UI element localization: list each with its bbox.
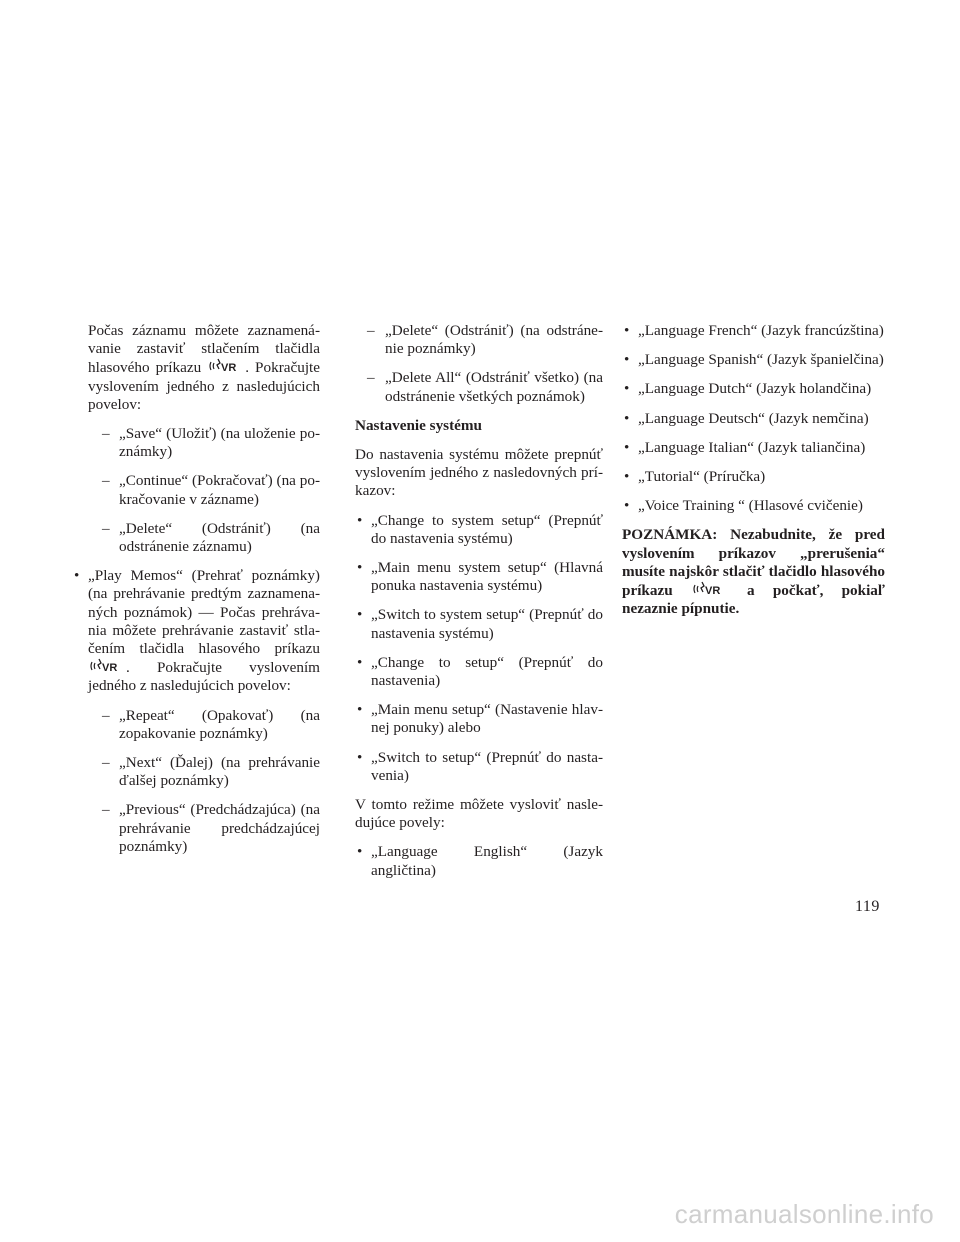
list-item: • „Switch to setup“ (Prepnúť do nastavenia) [355,749,603,785]
list-item: • „Language English“ (Jazyk angličtina) [355,843,603,879]
list-item: – „Delete“ (Odstrániť) (na odstránenie záznamu) [72,520,320,556]
list-item: • „Main menu setup“ (Nastavenie hlavnej ponuky) alebo [355,701,603,737]
svg-text:VR: VR [102,662,118,675]
svg-text:VR: VR [221,362,237,375]
list-item: • „Language Deutsch“ (Jazyk nemčina) [622,410,885,428]
list-item: • „Change to system setup“ (Prepnúť do nastavenia systému) [355,512,603,548]
list-item: • „Language French“ (Jazyk francúzština) [622,322,885,340]
list-item: – „Save“ (Uložiť) (na uloženie poznámky) [72,425,320,461]
list-item: – „Delete“ (Odstrániť) (na odstránenie poznámky) [355,322,603,358]
setup-commands-list [355,512,603,785]
play-memos-item [72,567,320,856]
play-commands-list [88,707,320,856]
note-text-after: a počkať, pokiaľ nezaznie pípnutie. [622,582,885,618]
list-item: • „Language Dutch“ (Jazyk holandčina) [622,380,885,398]
watermark: carmanualsonline.info [674,1199,934,1229]
page-number: 119 [855,898,880,915]
play-memos-text-after: . Pokračujte vyslovením jedného z nasledujúcich povelov: [88,659,320,695]
record-intro-text-after: . Pokračujte vyslovením jedného z nasledujúcich povelov: [88,359,321,413]
list-item: – „Next“ (Ďalej) (na prehrávanie ďalšej poznámky) [88,754,320,790]
voice-recognition-icon [693,581,727,597]
mode-commands-list-continued [622,322,885,515]
column-2 [355,322,603,891]
list-item: • „Voice Training “ (Hlasové cvičenie) [622,497,885,515]
voice-recognition-icon [90,658,124,674]
svg-text:VR: VR [704,585,721,598]
list-item: – „Continue“ (Pokračovať) (na pokračovanie v zázname) [72,472,320,508]
section-heading: Nastavenie systému [355,416,482,434]
setup-intro-paragraph: Do nastavenia systému môžete prepnúť vyslovením jedného z nasledovných príkazov: [355,446,603,500]
list-item: • „Tutorial“ (Príručka) [622,468,885,486]
note-text-before: POZNÁMKA: Nezabudnite, že pred vyslovením príkazov „prerušenia“ musíte najskôr stlačiť tlačidlo hlasového príkazu [622,526,885,600]
list-item: – „Repeat“ (Opakovať) (na zopakovanie poznámky) [88,707,320,743]
list-item: – „Previous“ (Predchádzajúca) (na prehrávanie predchádzajúcej poznámky) [88,801,320,856]
record-commands-list [72,425,320,556]
delete-commands-list [355,322,603,406]
column-3 [622,322,885,629]
play-memos-text-before: „Play Memos“ (Prehrať poznámky) (na prehrávanie predtým zaznamenaných poznámok) — Počas prehrávania môžete prehrávanie zastaviť stlačením tlačidla hlasového príkazu [88,567,320,658]
list-item: • „Language Italian“ (Jazyk taliančina) [622,439,885,457]
voice-recognition-icon [209,358,243,374]
list-item: • „Main menu system setup“ (Hlavná ponuka nastavenia systému) [355,559,603,595]
list-item: • „Change to setup“ (Prepnúť do nastavenia) [355,654,603,690]
mode-intro-paragraph: V tomto režime môžete vysloviť nasledujúce povely: [355,796,603,832]
record-intro-text-before: Počas záznamu môžete zaznamenávanie zastaviť stlačením tlačidla hlasového príkazu [88,322,320,377]
column-1 [72,322,320,867]
record-intro-paragraph [72,322,320,414]
list-item: – „Delete All“ (Odstrániť všetko) (na odstránenie všetkých poznámok) [355,369,603,405]
mode-commands-list [355,843,603,879]
note-paragraph [622,526,885,618]
play-memos-list [72,567,320,856]
list-item: • „Language Spanish“ (Jazyk španielčina) [622,351,885,369]
list-item: • „Switch to system setup“ (Prepnúť do nastavenia systému) [355,606,603,642]
